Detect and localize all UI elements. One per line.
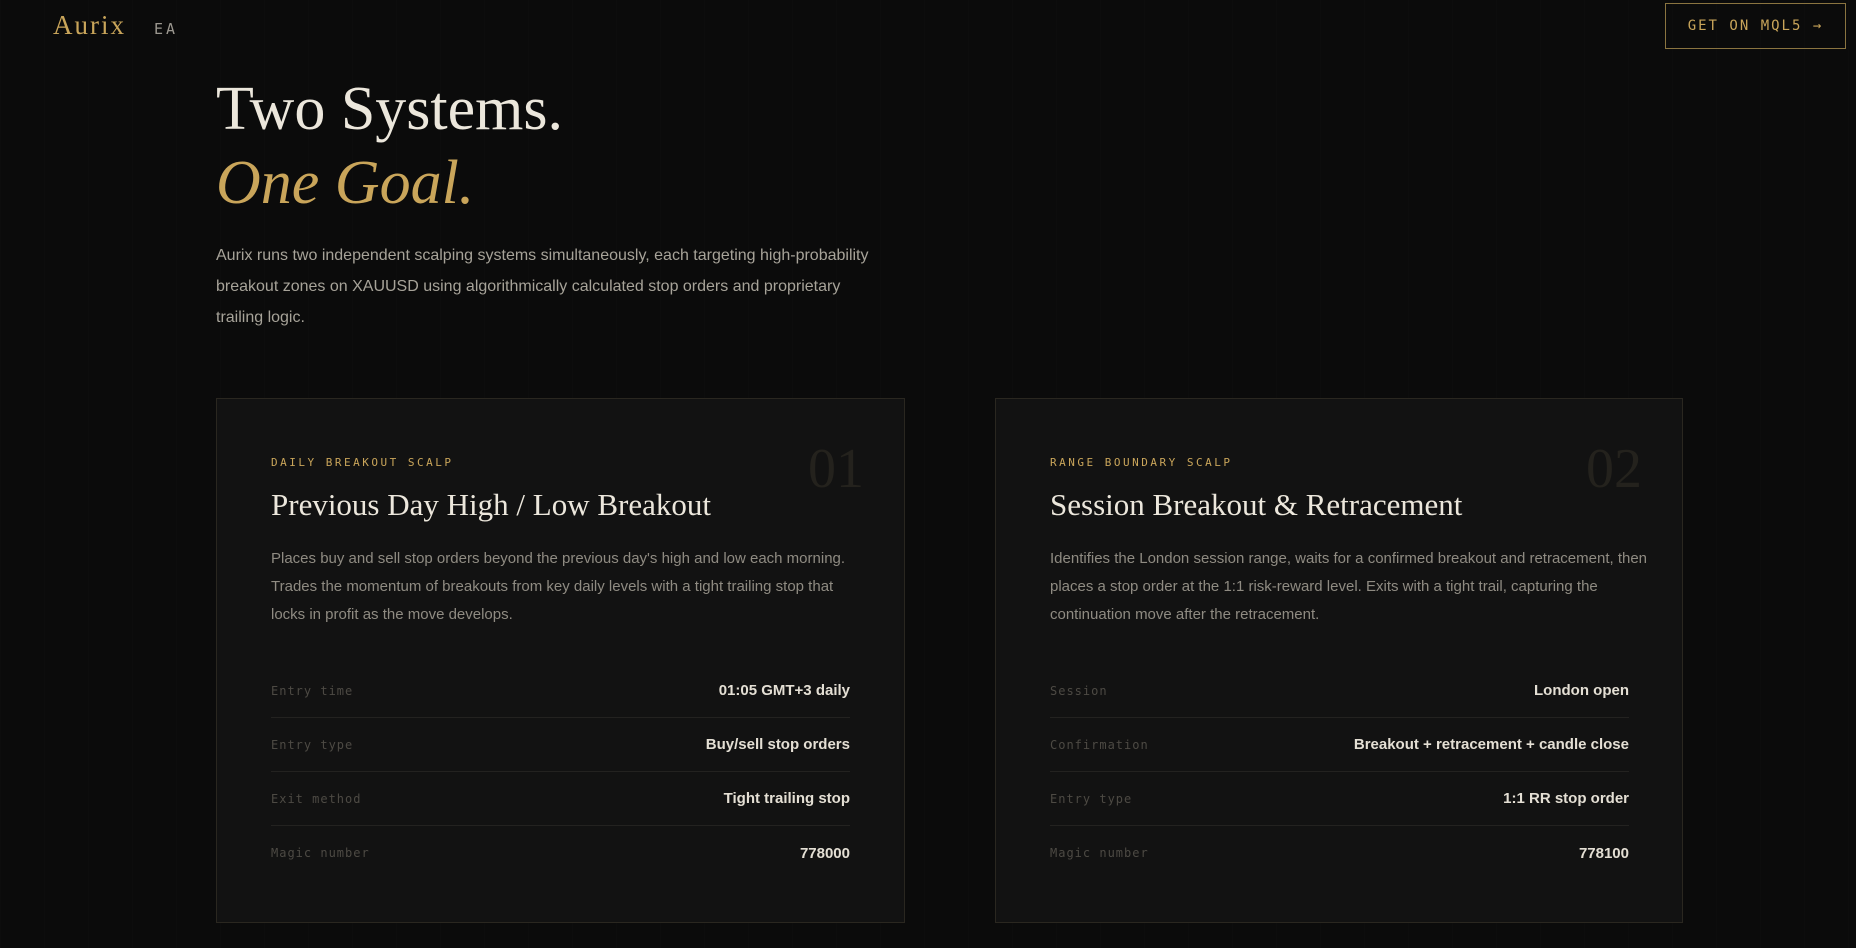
- system-card-daily-breakout: [216, 398, 905, 923]
- spec-row-exit-method: [271, 772, 850, 826]
- hero-title-line1: Two Systems.: [216, 75, 564, 143]
- card-description: Identifies the London session range, waits for a confirmed breakout and retracement, then places a stop order at the 1:1 risk-reward level. Exits with a tight trail, capturing the continuation move after the retracement.: [1050, 550, 1648, 623]
- spec-label: Entry time: [271, 683, 354, 698]
- system-card-range-boundary: [995, 398, 1683, 923]
- spec-value: 778100: [1578, 844, 1629, 862]
- spec-value: Tight trailing stop: [723, 790, 850, 807]
- brand-suffix: EA: [154, 20, 179, 38]
- card-tag: DAILY BREAKOUT SCALP: [271, 456, 454, 469]
- spec-row-session: [1050, 664, 1629, 718]
- hero-title-line2: One Goal.: [216, 149, 475, 217]
- spec-value: 778000: [799, 844, 850, 862]
- hero-description: Aurix runs two independent scalping systems simultaneously, each targeting high-probability breakout zones on XAUUSD using algorithmically calculated stop orders and proprietary trailing logic.: [216, 247, 869, 326]
- spec-label: Magic number: [271, 846, 370, 860]
- spec-value: Buy/sell stop orders: [705, 736, 850, 753]
- spec-label: Session: [1050, 683, 1108, 698]
- spec-row-magic-number: [1050, 826, 1629, 880]
- card-number: 02: [1586, 438, 1642, 500]
- spec-value: 01:05 GMT+3 daily: [718, 682, 850, 699]
- get-on-mql5-button[interactable]: GET ON MQL5 →: [1665, 3, 1846, 49]
- spec-value: Breakout + retracement + candle close: [1353, 736, 1629, 753]
- spec-label: Magic number: [1050, 846, 1149, 860]
- spec-label: Entry type: [1050, 791, 1133, 806]
- card-description: Places buy and sell stop orders beyond the previous day's high and low each morning. Trades the momentum of breakouts from key daily levels with a tight trailing stop that locks in profit as the move develops.: [271, 550, 846, 623]
- card-number: 01: [808, 438, 864, 500]
- spec-row-confirmation: [1050, 718, 1629, 772]
- spec-list: [1050, 664, 1629, 880]
- card-title: Session Breakout & Retracement: [1050, 487, 1463, 522]
- brand-logo[interactable]: Aurix: [53, 10, 126, 40]
- spec-label: Entry type: [271, 737, 354, 752]
- spec-value: London open: [1534, 682, 1629, 699]
- spec-row-entry-type: [1050, 772, 1629, 826]
- spec-row-magic-number: [271, 826, 850, 880]
- spec-list: [271, 664, 850, 880]
- card-tag: RANGE BOUNDARY SCALP: [1050, 456, 1233, 469]
- spec-row-entry-time: [271, 664, 850, 718]
- spec-label: Confirmation: [1050, 737, 1149, 752]
- spec-label: Exit method: [271, 791, 362, 806]
- spec-value: 1:1 RR stop order: [1503, 790, 1629, 807]
- card-title: Previous Day High / Low Breakout: [271, 487, 711, 522]
- hero-title: [216, 72, 563, 220]
- spec-row-entry-type: [271, 718, 850, 772]
